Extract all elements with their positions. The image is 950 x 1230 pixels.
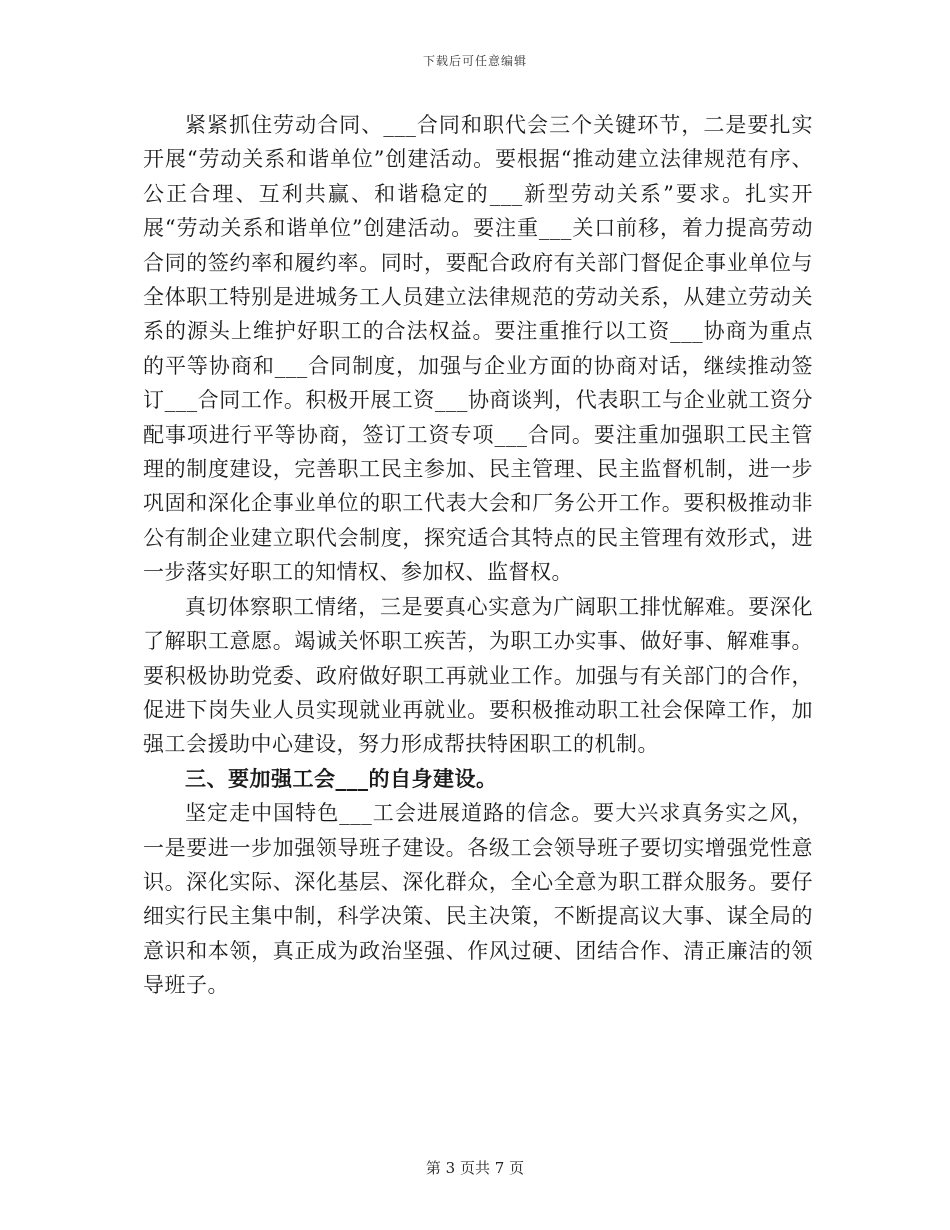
section-heading: 三、要加强工会___的自身建设。 [185, 765, 498, 791]
document-body [143, 108, 813, 1003]
page-header: 下载后可任意编辑 [422, 54, 527, 68]
page-number: 第 3 页共 7 页 [425, 1159, 525, 1177]
body-paragraph: 真切体察职工情绪，三是要真心实意为广阔职工排忧解难。要深化了解职工意愿。竭诚关怀职工疾苦，为职工办实事、做好事、解难事。要积极协助党委、政府做好职工再就业工作。加强与有关部门的合作，促进下岗失业人员实现就业再就业。要积极推动职工社会保障工作，加强工会援助中心建设，努力形成帮扶特困职工的机制。 [143, 594, 813, 757]
body-paragraph: 紧紧抓住劳动合同、___合同和职代会三个关键环节，二是要扎实开展“劳动关系和谐单位”创建活动。要根据“推动建立法律规范有序、公正合理、互利共赢、和谐稳定的___新型劳动关系”要求。扎实开展“劳动关系和谐单位”创建活动。要注重___关口前移，着力提高劳动合同的签约率和履约率。同时，要配合政府有关部门督促企事业单位与全体职工特别是进城务工人员建立法律规范的劳动关系，从建立劳动关系的源头上维护好职工的合法权益。要注重推行以工资___协商为重点的平等协商和___合同制度，加强与企业方面的协商对话，继续推动签订___合同工作。积极开展工资___协商谈判，代表职工与企业就工资分配事项进行平等协商，签订工资专项___合同。要注重加强职工民主管理的制度建设，完善职工民主参加、民主管理、民主监督机制，进一步巩固和深化企事业单位的职工代表大会和厂务公开工作。要积极推动非公有制企业建立职代会制度，探究适合其特点的民主管理有效形式，进一步落实好职工的知情权、参加权、监督权。 [143, 113, 813, 585]
body-paragraph: 坚定走中国特色___工会进展道路的信念。要大兴求真务实之风，一是要进一步加强领导班子建设。各级工会领导班子要切实增强党性意识。深化实际、深化基层、深化群众，全心全意为职工群众服务。要仔细实行民主集中制，科学决策、民主决策，不断提高议大事、谋全局的意识和本领，真正成为政治坚强、作风过硬、团结合作、清正廉洁的领导班子。 [143, 801, 813, 998]
